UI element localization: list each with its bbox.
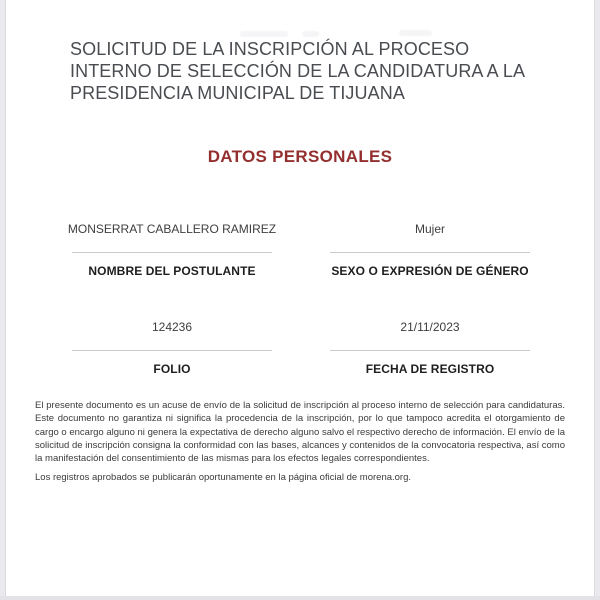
disclaimer-paragraph: El presente documento es un acuse de envío de la solicitud de inscripción al proceso interno de selección para candidaturas. Este documento no garantiza ni significa la procedencia de la inscripción, por lo que tampoco acredita el otorgamiento de cargo o encargo alguno ni genera la expectativa de derecho alguno salvo el respectivo derecho de información. El envío de la solicitud de inscripción consigna la conformidad con las bases, alcances y contenidos de la convocatoria respectiva, así como la manifestación del consentimiento de las mismas para los efectos legales correspondientes. (35, 400, 565, 465)
field-value: MONSERRAT CABALLERO RAMIREZ (67, 222, 277, 236)
section-heading-datos-personales: DATOS PERSONALES (207, 147, 393, 166)
field-divider-line (330, 350, 530, 351)
field-sexo-expresion-genero (320, 222, 540, 278)
field-fecha-registro (320, 320, 540, 376)
document-title-line: INTERNO DE SELECCIÓN DE LA CANDIDATURA A LA (70, 61, 526, 81)
field-label: FECHA DE REGISTRO (365, 362, 495, 376)
field-divider-line (72, 350, 272, 351)
field-nombre-postulante (62, 222, 282, 278)
field-folio (62, 320, 282, 376)
field-label: NOMBRE DEL POSTULANTE (88, 264, 256, 278)
field-value: 21/11/2023 (400, 320, 460, 334)
publication-note: Los registros aprobados se publicarán oportunamente en la página oficial de morena.org. (35, 472, 412, 484)
personal-data-fields (0, 222, 600, 376)
field-value: 124236 (151, 320, 193, 334)
field-value: Mujer (414, 222, 445, 236)
document-title-line: PRESIDENCIA MUNICIPAL DE TIJUANA (70, 83, 405, 103)
field-label: FOLIO (153, 362, 191, 376)
document-title (70, 38, 552, 104)
field-divider-line (72, 252, 272, 253)
field-label: SEXO O EXPRESIÓN DE GÉNERO (331, 264, 529, 278)
field-divider-line (330, 252, 530, 253)
document-title-line: SOLICITUD DE LA INSCRIPCIÓN AL PROCESO (70, 39, 470, 59)
bottom-edge-strip (0, 596, 600, 600)
